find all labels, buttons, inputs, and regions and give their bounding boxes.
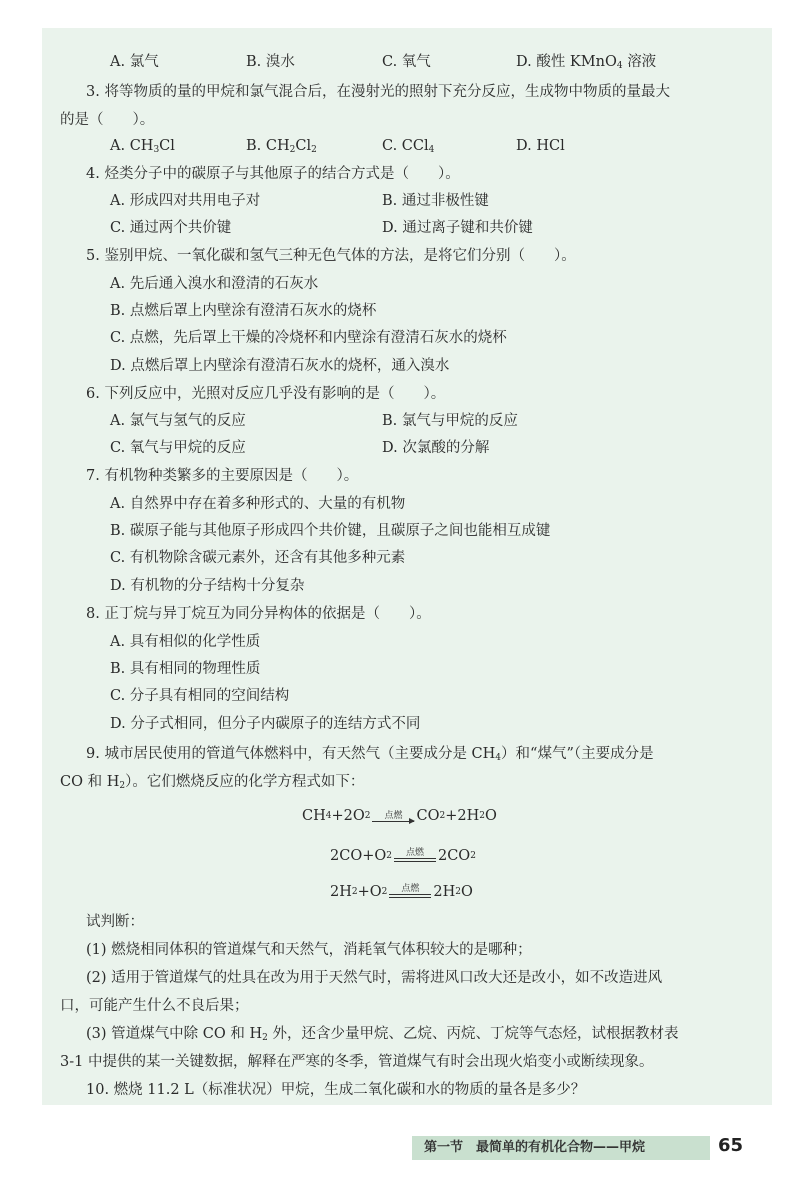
q7-option-b: B. 碳原子能与其他原子形成四个共价键，且碳原子之间也能相互成键 — [110, 523, 551, 539]
q4-stem: 4. 烃类分子中的碳原子与其他原子的结合方式是（ ）。 — [86, 166, 460, 182]
q9-sub2-line1: (2) 适用于管道煤气的灶具在改为用于天然气时，需将进风口改大还是改小，如不改造进风 — [86, 970, 663, 986]
q3-option-d: D. HCl — [516, 138, 565, 154]
q2-option-d: D. 酸性 KMnO$_4$ 溶液 — [516, 54, 657, 71]
equation-h2-combustion: 2H 2 +O 2 点燃 2H 2 O — [330, 884, 473, 900]
q9-sub3-line1: (3) 管道煤气中除 CO 和 $H_2$ 外，还含少量甲烷、乙烷、丙烷、丁烷等气态烃，试根据教材表 — [86, 1026, 679, 1043]
q9-sub2-line2: 口，可能产生什么不良后果； — [60, 998, 249, 1014]
q6-stem: 6. 下列反应中，光照对反应几乎没有影响的是（ ）。 — [86, 386, 446, 402]
q7-option-a: A. 自然界中存在着多种形式的、大量的有机物 — [110, 496, 406, 512]
q6-option-d: D. 次氯酸的分解 — [382, 440, 490, 456]
q9-judge-label: 试判断： — [86, 914, 144, 930]
q4-option-a: A. 形成四对共用电子对 — [110, 193, 261, 209]
q5-option-d: D. 点燃后罩上内壁涂有澄清石灰水的烧杯，通入溴水 — [110, 358, 450, 374]
q9-sub3-line2: 3-1 中提供的某一关键数据，解释在严寒的冬季，管道煤气有时会出现火焰变小或断续现象。 — [60, 1054, 654, 1070]
q5-stem: 5. 鉴别甲烷、一氧化碳和氢气三种无色气体的方法，是将它们分别（ ）。 — [86, 248, 576, 264]
q3-stem-line2: 的是（ ）。 — [60, 112, 155, 128]
reaction-equals: 点燃 — [389, 884, 431, 898]
q3-option-c: C. CCl$_4$ — [382, 138, 435, 155]
equation-co-combustion: 2CO+O 2 点燃 2CO 2 — [330, 848, 476, 864]
equation-methane-combustion: CH 4 +2O 2 点燃 CO 2 +2H 2 O — [302, 808, 497, 824]
q6-option-c: C. 氧气与甲烷的反应 — [110, 440, 246, 456]
q8-option-b: B. 具有相同的物理性质 — [110, 661, 261, 677]
q7-option-c: C. 有机物除含碳元素外，还含有其他多种元素 — [110, 550, 406, 566]
q2-option-a: A. 氯气 — [110, 54, 159, 70]
q9-sub1: (1) 燃烧相同体积的管道煤气和天然气，消耗氧气体积较大的是哪种； — [86, 942, 532, 958]
q8-option-d: D. 分子式相同，但分子内碳原子的连结方式不同 — [110, 716, 421, 732]
page-number: 65 — [718, 1135, 744, 1156]
q5-option-c: C. 点燃，先后罩上干燥的冷烧杯和内壁涂有澄清石灰水的烧杯 — [110, 330, 507, 346]
q9-stem-line2: CO 和 $H_2$）。它们燃烧反应的化学方程式如下： — [60, 774, 365, 791]
q8-option-a: A. 具有相似的化学性质 — [110, 634, 261, 650]
q2-option-b: B. 溴水 — [246, 54, 295, 70]
q2-option-c: C. 氧气 — [382, 54, 431, 70]
q3-stem-line1: 3. 将等物质的量的甲烷和氯气混合后，在漫射光的照射下充分反应，生成物中物质的量最大 — [86, 84, 670, 100]
q9-stem-line1: 9. 城市居民使用的管道气体燃料中，有天然气（主要成分是 $CH_4$）和“煤气”（主要成分是 — [86, 746, 654, 763]
q8-option-c: C. 分子具有相同的空间结构 — [110, 688, 290, 704]
q7-stem: 7. 有机物种类繁多的主要原因是（ ）。 — [86, 468, 359, 484]
q7-option-d: D. 有机物的分子结构十分复杂 — [110, 578, 305, 594]
reaction-arrow: 点燃 — [372, 811, 414, 822]
q3-option-a: A. $CH_3Cl$ — [110, 138, 175, 155]
q6-option-b: B. 氯气与甲烷的反应 — [382, 413, 518, 429]
q8-stem: 8. 正丁烷与异丁烷互为同分异构体的依据是（ ）。 — [86, 606, 431, 622]
q3-option-b: B. $CH_2Cl_2$ — [246, 138, 317, 155]
q5-option-a: A. 先后通入溴水和澄清的石灰水 — [110, 276, 319, 292]
reaction-equals: 点燃 — [394, 848, 436, 862]
q4-option-d: D. 通过离子键和共价键 — [382, 220, 533, 236]
footer-section-title: 第一节 最简单的有机化合物——甲烷 — [424, 1140, 646, 1155]
q4-option-c: C. 通过两个共价键 — [110, 220, 232, 236]
q10-stem: 10. 燃烧 11.2 L（标准状况）甲烷，生成二氧化碳和水的物质的量各是多少？ — [86, 1082, 586, 1098]
q5-option-b: B. 点燃后罩上内壁涂有澄清石灰水的烧杯 — [110, 303, 377, 319]
q4-option-b: B. 通过非极性键 — [382, 193, 489, 209]
q6-option-a: A. 氯气与氢气的反应 — [110, 413, 246, 429]
